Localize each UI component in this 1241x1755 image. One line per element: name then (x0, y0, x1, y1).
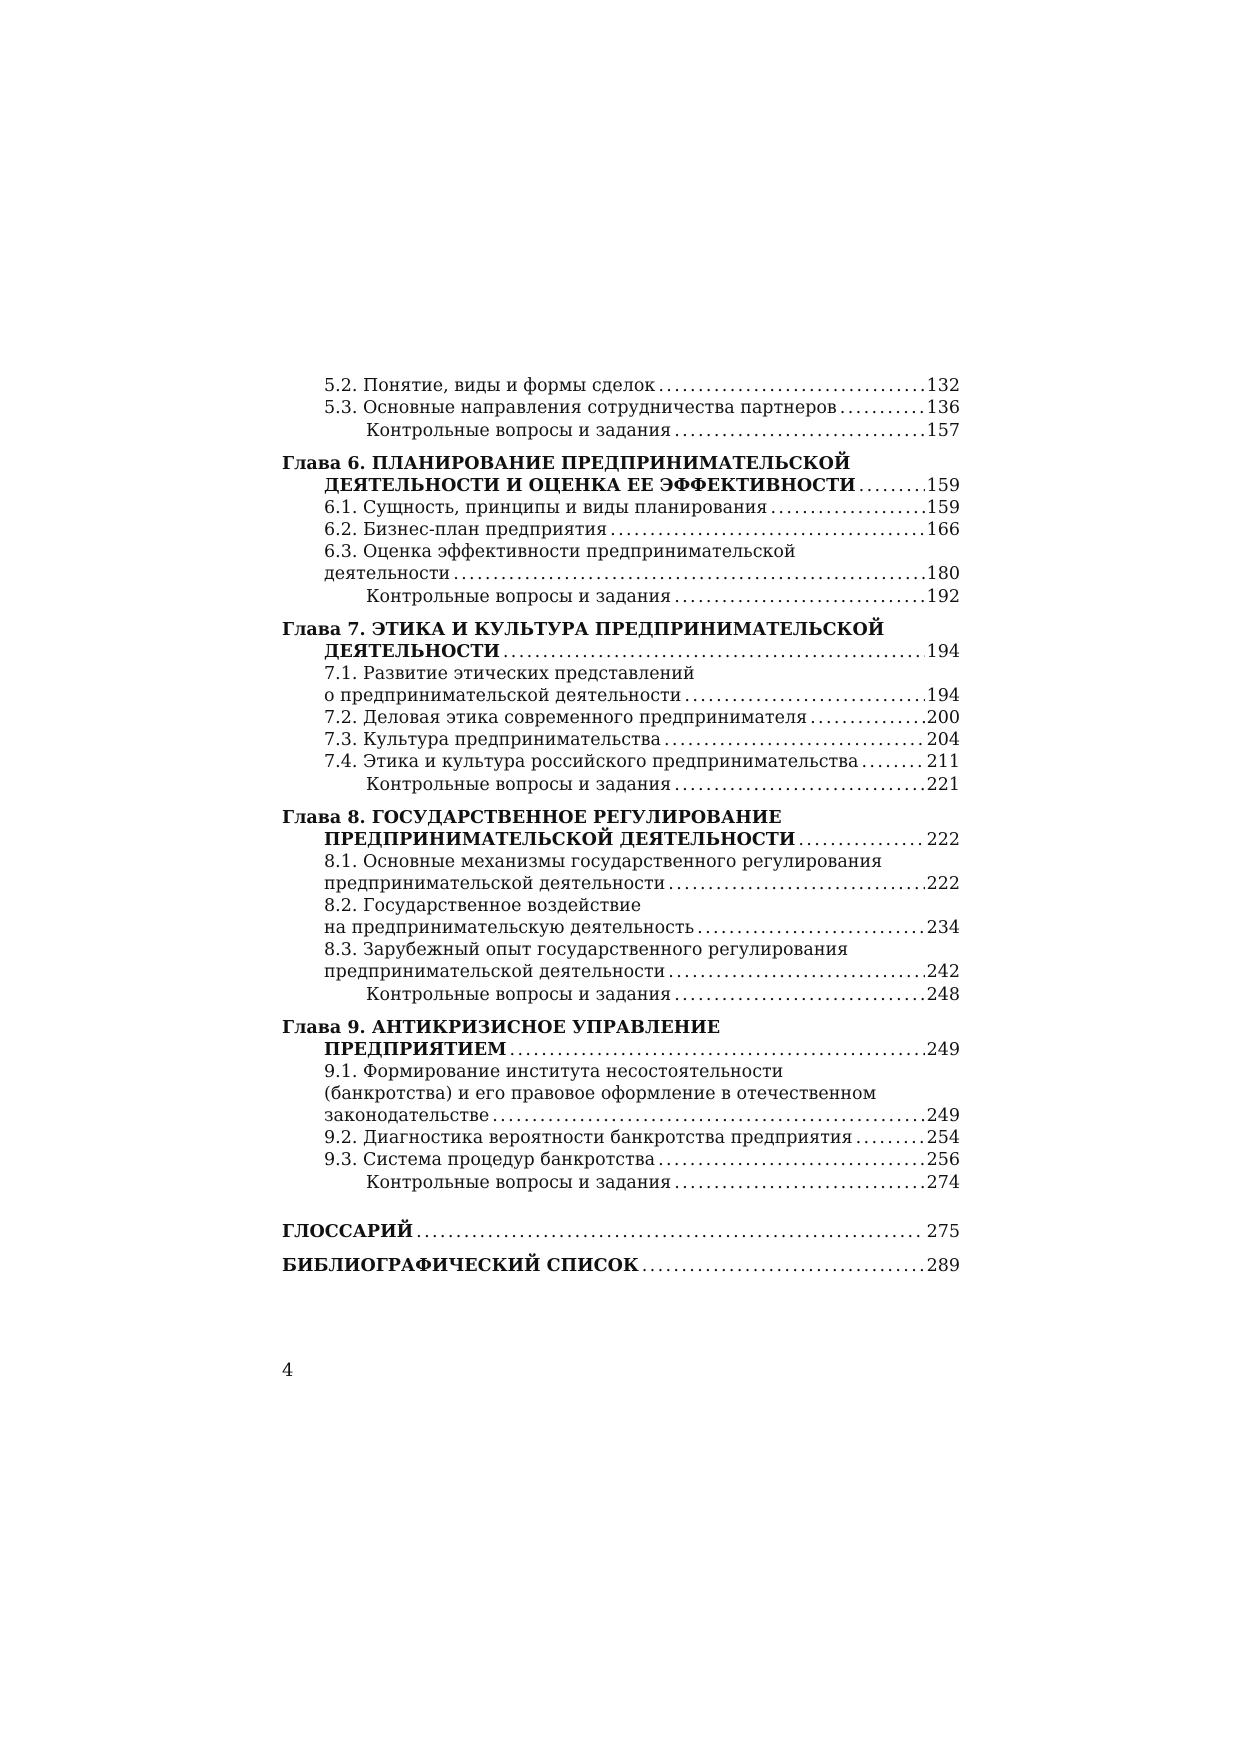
toc-entry-title: деятельности (324, 564, 451, 584)
dot-leader (610, 519, 924, 541)
dot-leader (416, 1217, 924, 1247)
toc-entry[interactable] (282, 751, 960, 773)
dot-leader (642, 1251, 925, 1281)
toc-page-number: 204 (926, 730, 960, 750)
chapter-heading[interactable]: Глава 9. АНТИКРИЗИСНОЕ УПРАВЛЕНИЕ (282, 1018, 721, 1038)
toc-entry[interactable] (282, 375, 960, 397)
toc-entry-title: 9.2. Диагностика вероятности банкротства предприятия (324, 1128, 853, 1148)
toc-page-number: 249 (926, 1040, 960, 1060)
toc-page-number: 132 (926, 376, 960, 396)
dot-leader (658, 1149, 925, 1171)
toc-entry[interactable] (282, 983, 960, 1007)
spacer (282, 1195, 960, 1207)
toc-entry-title: 7.3. Культура предпринимательства (324, 730, 661, 750)
toc-entry[interactable] (282, 1171, 960, 1195)
dot-leader (668, 873, 924, 895)
toc-page-number: 166 (926, 520, 960, 540)
toc-page-number: 157 (926, 421, 960, 441)
dot-leader (798, 829, 924, 851)
toc-entry[interactable] (282, 685, 960, 707)
toc-page-number: 248 (926, 985, 960, 1005)
toc-entry-title: Контрольные вопросы и задания (366, 985, 672, 1005)
toc-entry-title: 5.2. Понятие, виды и формы сделок (324, 376, 656, 396)
toc-page-number: 222 (926, 874, 960, 894)
toc-entry-title: предпринимательской деятельности (324, 874, 666, 894)
toc-entry-title: Контрольные вопросы и задания (366, 587, 672, 607)
toc-entry-title: 7.2. Деловая этика современного предпринимателя (324, 708, 808, 728)
toc-page-number: 221 (926, 775, 960, 795)
dot-leader (674, 1171, 924, 1195)
toc-entry[interactable] (282, 1039, 960, 1061)
toc-page-number: 159 (926, 498, 960, 518)
toc-entry-title[interactable]: 7.1. Развитие этических представлений (324, 664, 695, 684)
dot-leader (810, 707, 924, 729)
dot-leader (856, 1127, 925, 1149)
dot-leader (503, 641, 925, 663)
toc-page-number: 159 (926, 476, 960, 496)
chapter-heading[interactable]: Глава 7. ЭТИКА И КУЛЬТУРА ПРЕДПРИНИМАТЕЛЬСКОЙ (282, 620, 885, 640)
toc-entry-title: 6.2. Бизнес-план предприятия (324, 520, 608, 540)
toc-entry-title: 5.3. Основные направления сотрудничества партнеров (324, 398, 837, 418)
toc-entry[interactable] (282, 1105, 960, 1127)
toc-page-number: 242 (926, 962, 960, 982)
toc-entry-title: 7.4. Этика и культура российского предпринимательства (324, 752, 859, 772)
toc-entry-title: БИБЛИОГРАФИЧЕСКИЙ СПИСОК (282, 1256, 639, 1276)
dot-leader (861, 751, 924, 773)
toc-entry[interactable] (282, 497, 960, 519)
toc-entry-title[interactable]: 8.2. Государственное воздействие (324, 896, 642, 916)
toc-entry-title[interactable]: (банкротства) и его правовое оформление в отечественном (324, 1084, 877, 1104)
toc-entry[interactable] (282, 873, 960, 895)
toc-entry[interactable] (282, 707, 960, 729)
toc-page-number: 194 (926, 686, 960, 706)
toc-entry-title: ДЕЯТЕЛЬНОСТИ (324, 642, 500, 662)
toc-entry-title[interactable]: 8.1. Основные механизмы государственного регулирования (324, 852, 883, 872)
dot-leader (453, 563, 924, 585)
toc-entry-title: на предпринимательскую деятельность (324, 918, 695, 938)
chapter-heading[interactable]: Глава 6. ПЛАНИРОВАНИЕ ПРЕДПРИНИМАТЕЛЬСКОЙ (282, 454, 851, 474)
toc-page-number: 249 (926, 1106, 960, 1126)
toc-entry[interactable] (282, 475, 960, 497)
toc-page-number: 192 (926, 587, 960, 607)
toc-page-number: 274 (926, 1173, 960, 1193)
toc-entry-title: законодательстве (324, 1106, 490, 1126)
toc-entry-title[interactable]: 9.1. Формирование института несостоятельности (324, 1062, 784, 1082)
toc-entry-title: ДЕЯТЕЛЬНОСТИ И ОЦЕНКА ЕЕ ЭФФЕКТИВНОСТИ (324, 476, 856, 496)
toc-entry[interactable] (282, 585, 960, 609)
dot-leader (770, 497, 924, 519)
dot-leader (674, 773, 924, 797)
dot-leader (684, 685, 924, 707)
toc-entry[interactable] (282, 961, 960, 983)
toc-entry[interactable] (282, 1149, 960, 1171)
dot-leader (674, 983, 924, 1007)
toc-entry-title: ПРЕДПРИЯТИЕМ (324, 1040, 507, 1060)
toc-page-number: 222 (926, 830, 960, 850)
toc-page-number: 289 (926, 1256, 960, 1276)
dot-leader (664, 729, 925, 751)
toc-page-number: 200 (926, 708, 960, 728)
dot-leader (492, 1105, 924, 1127)
toc-entry-title: ГЛОССАРИЙ (282, 1222, 414, 1242)
dot-leader (674, 585, 924, 609)
toc-page-number: 256 (926, 1150, 960, 1170)
toc-entry-title: 6.1. Сущность, принципы и виды планирования (324, 498, 768, 518)
toc-entry-title: Контрольные вопросы и задания (366, 1173, 672, 1193)
toc-entry[interactable] (282, 773, 960, 797)
toc-entry[interactable] (282, 1127, 960, 1149)
toc-entry-title: предпринимательской деятельности (324, 962, 666, 982)
toc-entry-bibliography[interactable] (282, 1251, 960, 1281)
toc-entry-title: о предпринимательской деятельности (324, 686, 682, 706)
toc-entry-title: Контрольные вопросы и задания (366, 775, 672, 795)
toc-entry[interactable] (282, 563, 960, 585)
dot-leader (697, 917, 924, 939)
dot-leader (510, 1039, 925, 1061)
toc-entry[interactable] (282, 729, 960, 751)
toc-entry-title: ПРЕДПРИНИМАТЕЛЬСКОЙ ДЕЯТЕЛЬНОСТИ (324, 830, 796, 850)
toc-entry[interactable] (282, 917, 960, 939)
toc-page-number: 194 (926, 642, 960, 662)
toc-entry[interactable] (282, 829, 960, 851)
dot-leader (674, 419, 924, 443)
toc-page-number: 211 (926, 752, 960, 772)
toc-entry[interactable] (282, 641, 960, 663)
chapter-heading[interactable]: Глава 8. ГОСУДАРСТВЕННОЕ РЕГУЛИРОВАНИЕ (282, 808, 782, 828)
dot-leader (859, 475, 925, 497)
toc-page-number: 254 (926, 1128, 960, 1148)
toc-page-number: 275 (926, 1222, 960, 1242)
toc-entry[interactable] (282, 397, 960, 419)
page-number: 4 (282, 1360, 294, 1381)
toc-page-number: 180 (926, 564, 960, 584)
dot-leader (840, 397, 925, 419)
table-of-contents (282, 375, 960, 1281)
toc-entry[interactable] (282, 519, 960, 541)
toc-page-number: 136 (926, 398, 960, 418)
dot-leader (668, 961, 924, 983)
toc-entry-title: 9.3. Система процедур банкротства (324, 1150, 656, 1170)
toc-entry[interactable] (282, 419, 960, 443)
toc-entry-glossary[interactable] (282, 1217, 960, 1247)
dot-leader (658, 375, 924, 397)
toc-page-number: 234 (926, 918, 960, 938)
toc-entry-title[interactable]: 6.3. Оценка эффективности предпринимательской (324, 542, 796, 562)
toc-entry-title[interactable]: 8.3. Зарубежный опыт государственного регулирования (324, 940, 849, 960)
toc-entry-title: Контрольные вопросы и задания (366, 421, 672, 441)
